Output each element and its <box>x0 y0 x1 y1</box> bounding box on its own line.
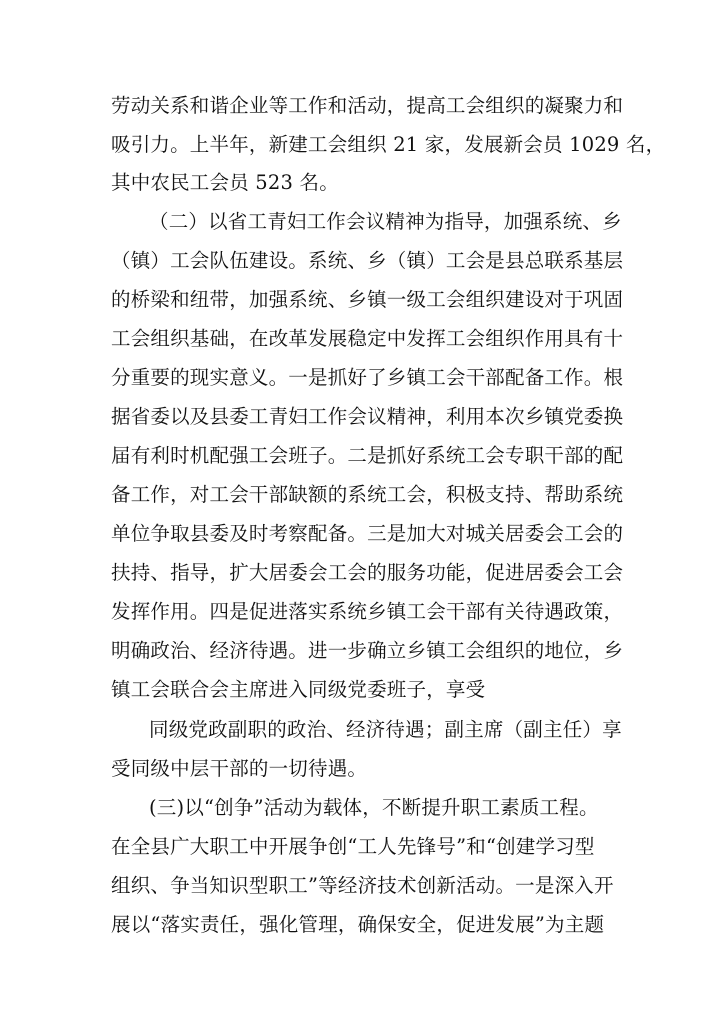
text-line: 分重要的现实意义。一是抓好了乡镇工会干部配备工作。根 <box>111 366 624 389</box>
text-line: 展以“落实责任，强化管理，确保安全，促进发展”为主题 <box>111 913 605 936</box>
text-line: （镇）工会队伍建设。系统、乡（镇）工会是县总联系基层 <box>111 249 624 272</box>
text-line: 备工作，对工会干部缺额的系统工会，积极支持、帮助系统 <box>111 483 624 506</box>
text-line: 其中农民工会员 523 名。 <box>111 171 339 194</box>
text-line: 同级党政副职的政治、经济待遇；副主席（副主任）享 <box>149 718 622 741</box>
text-line: 在全县广大职工中开展争创“工人先锋号”和“创建学习型 <box>111 835 595 858</box>
paragraph-heading-line: (三)以“创争”活动为载体，不断提升职工素质工程。 <box>149 796 599 819</box>
text-line: 镇工会联合会主席进入同级党委班子，享受 <box>111 678 486 701</box>
text-line: 吸引力。上半年，新建工会组织 21 家，发展新会员 1029 名， <box>111 133 666 156</box>
text-line: 受同级中层干部的一切待遇。 <box>111 757 368 780</box>
text-line: 据省委以及县委工青妇工作会议精神，利用本次乡镇党委换 <box>111 405 624 428</box>
text-line: 届有利时机配强工会班子。二是抓好系统工会专职干部的配 <box>111 444 624 467</box>
text-line: 工会组织基础，在改革发展稳定中发挥工会组织作用具有十 <box>111 327 624 350</box>
text-line: 扶持、指导，扩大居委会工会的服务功能，促进居委会工会 <box>111 561 624 584</box>
paragraph-heading-line: （二）以省工青妇工作会议精神为指导，加强系统、乡 <box>149 210 622 233</box>
text-line: 单位争取县委及时考察配备。三是加大对城关居委会工会的 <box>111 522 624 545</box>
text-line: 发挥作用。四是促进落实系统乡镇工会干部有关待遇政策， <box>111 600 624 623</box>
text-line: 组织、争当知识型职工”等经济技术创新活动。一是深入开 <box>111 874 614 897</box>
text-line: 劳动关系和谐企业等工作和活动，提高工会组织的凝聚力和 <box>111 94 624 117</box>
text-line: 明确政治、经济待遇。进一步确立乡镇工会组织的地位，乡 <box>111 639 624 662</box>
text-line: 的桥梁和纽带，加强系统、乡镇一级工会组织建设对于巩固 <box>111 288 624 311</box>
